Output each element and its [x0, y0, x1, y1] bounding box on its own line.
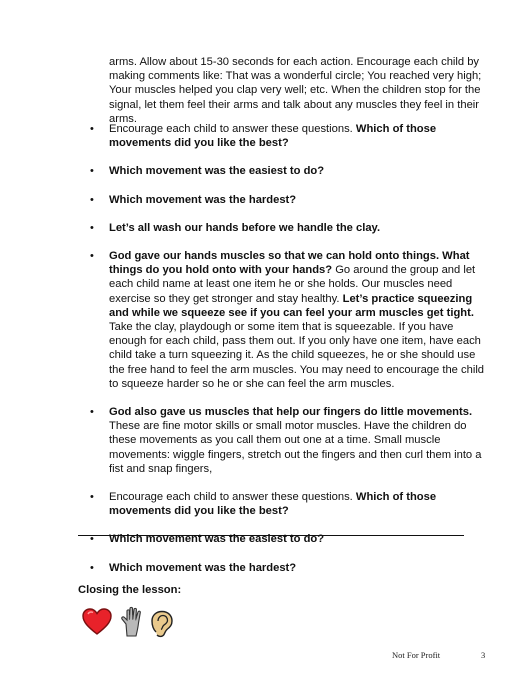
list-item: • Encourage each child to answer these questions. Which of those movements did you like the best? — [90, 491, 437, 518]
heart-icon — [82, 608, 112, 636]
bullet-dot: • — [90, 406, 94, 419]
list-item: • God also gave us muscles that help our fingers do little movements. These are fine motor skills or small motor muscles. Have the children do these movements as you call them out one at a time. Small muscle movements: wiggle fingers, stretch out the fingers and then curl them into a fist and snap fingers, — [90, 406, 482, 475]
list-item: • Which movement was the easiest to do? — [90, 165, 325, 178]
hand-icon — [120, 606, 146, 638]
bullet-dot: • — [90, 123, 94, 135]
bullet-dot: • — [90, 165, 94, 178]
bullet-dot: • — [90, 561, 94, 574]
list-item: • Which movement was the easiest to do? — [90, 533, 325, 546]
list-item: • Encourage each child to answer these questions. Which of those movements did you like the best? — [90, 123, 437, 150]
footer-note: Not For Profit — [392, 650, 441, 660]
closing-heading: Closing the lesson: — [78, 584, 182, 596]
bullet-dot: • — [90, 193, 94, 206]
list-item: • Which movement was the hardest? — [90, 561, 297, 574]
ear-icon — [149, 610, 175, 638]
bullet-dot: • — [90, 533, 94, 546]
bullet-dot: • — [90, 491, 94, 504]
bullet-dot: • — [90, 250, 94, 263]
bullet-list — [90, 122, 489, 589]
bullet-dot: • — [90, 221, 94, 234]
list-item: • Which movement was the hardest? — [90, 193, 297, 206]
list-item: • God gave our hands muscles so that we can hold onto things. What things do you hold onto with your hands? Go around the group and let each child name at least one item he or she holds. Our muscles need exercise so they get stronger and stay healthy. Let’s practice squeezing and while we squeeze see if you can feel your arm muscles get tight. Take the clay, playdough or some item that is squeezable. If you have enough for each child, pass them out. If you only have one item, have each child take a turn squeezing it. As the child squeezes, he or she should use the free hand to feel the arm muscles. You may need to encourage the child to squeeze harder so he or she can feel the arm muscles. — [90, 250, 485, 390]
list-item: • Let’s all wash our hands before we handle the clay. — [90, 221, 381, 234]
page-number: 3 — [481, 650, 486, 660]
section-divider — [78, 535, 464, 536]
intro-paragraph: arms. Allow about 15-30 seconds for each action. Encourage each child by making comments like: That was a wonderful circle; You reached very high; Your muscles helped you clap very well; etc. When the children stop for the signal, let them feel their arms and talk about any muscles they feel in their arms. — [109, 56, 482, 125]
